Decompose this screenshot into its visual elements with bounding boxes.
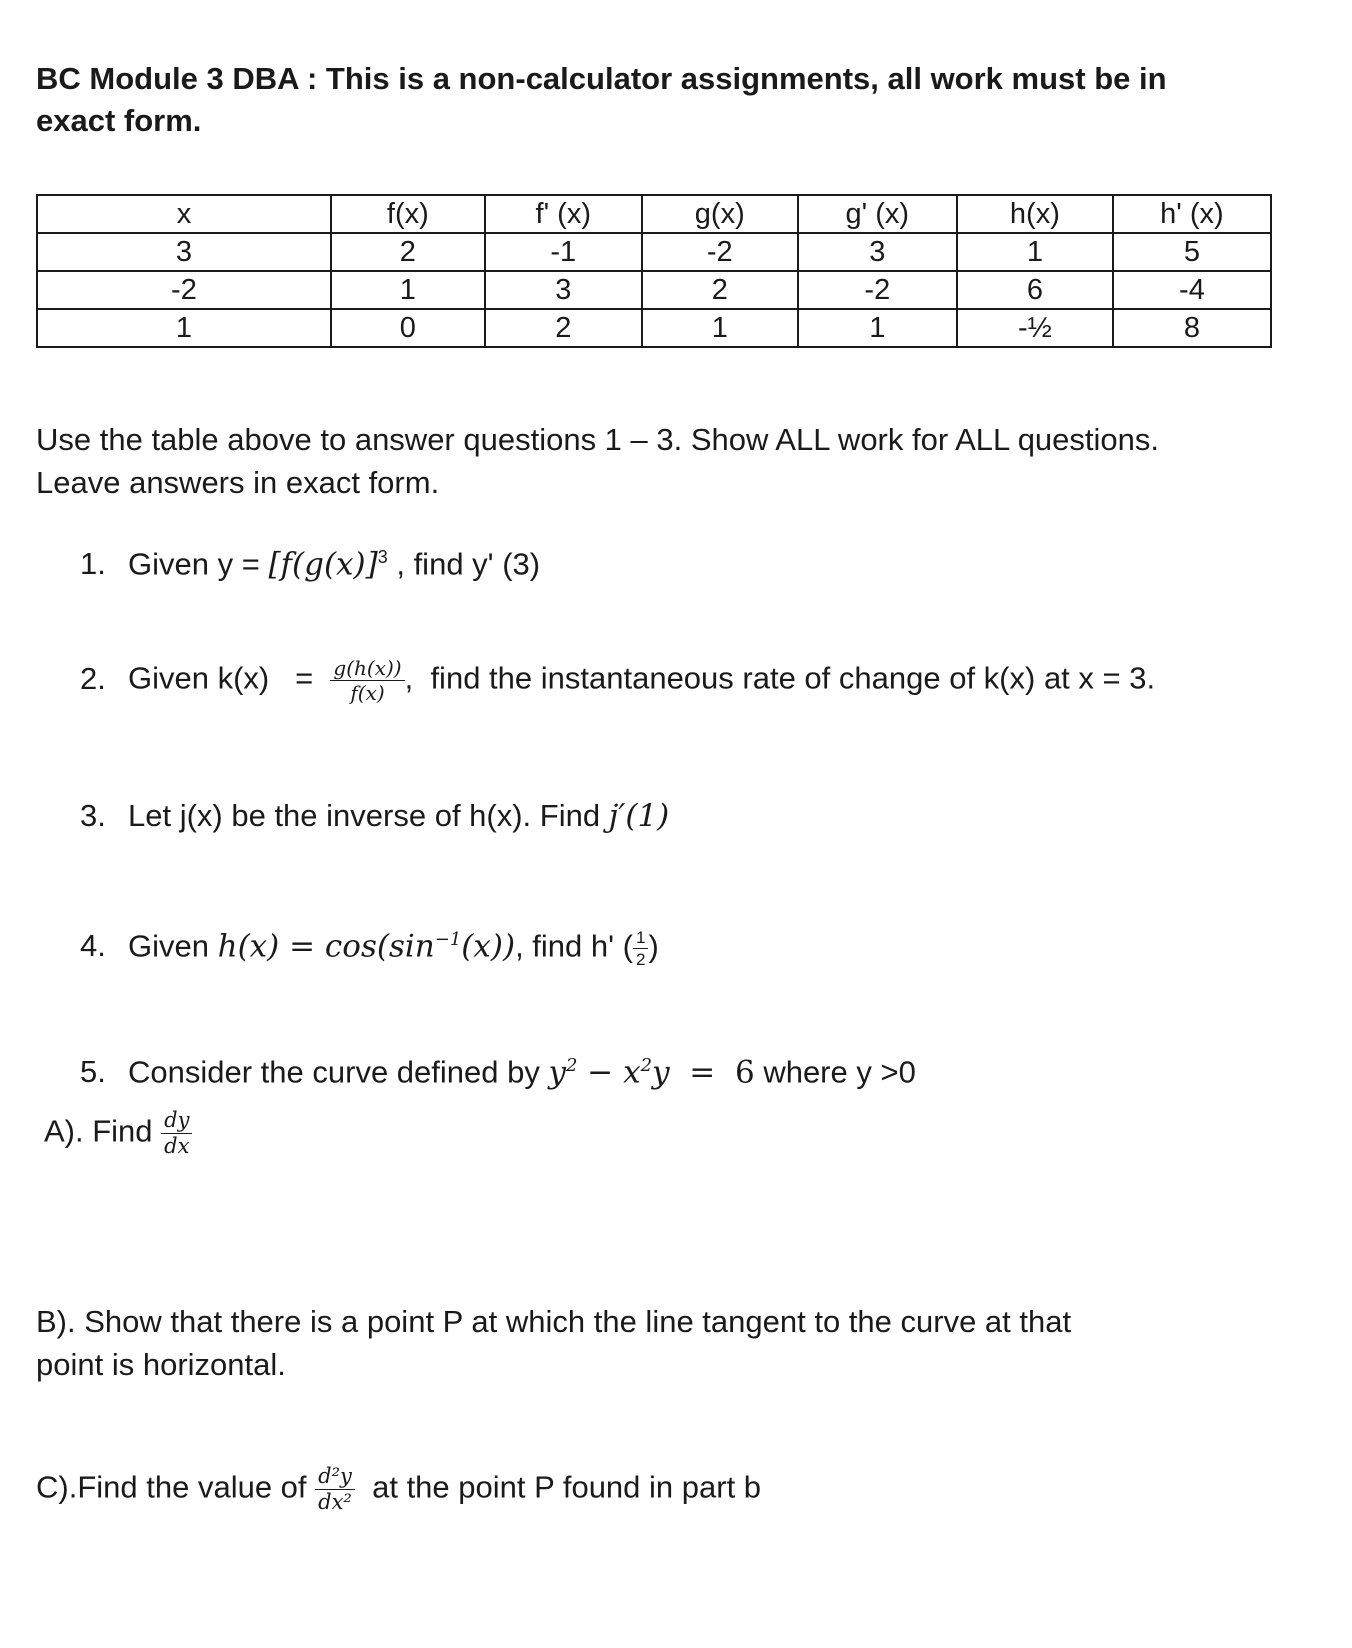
question-3-number: 3. xyxy=(80,798,106,833)
question-4-expression-a: h(x) = cos(sin xyxy=(217,928,435,965)
question-1-exponent: 3 xyxy=(377,547,388,567)
table-cell: -1 xyxy=(485,233,642,271)
question-5-expression-a: y xyxy=(548,1054,566,1091)
question-4-fraction xyxy=(633,929,648,968)
title-line-1: BC Module 3 DBA : This is a non-calculator assignments, all work must be in xyxy=(36,61,1167,96)
question-3-expression: j′(1) xyxy=(608,798,670,834)
question-5-value: 6 xyxy=(734,1054,755,1091)
table-cell: 8 xyxy=(1113,309,1271,347)
question-4 xyxy=(80,920,659,968)
table-cell: 5 xyxy=(1113,233,1271,271)
table-cell: 6 xyxy=(957,271,1113,309)
part-a-prefix: A). Find xyxy=(44,1113,162,1149)
table-cell: 1 xyxy=(642,309,798,347)
table-cell: -2 xyxy=(798,271,957,309)
title-line-2: exact form. xyxy=(36,103,202,138)
part-a xyxy=(44,1110,192,1157)
question-1-expression: [f(g(x)] xyxy=(268,546,378,583)
part-c-fraction xyxy=(315,1466,355,1513)
question-4-fraction-numerator: 1 xyxy=(633,929,648,949)
question-4-exponent: −1 xyxy=(434,929,462,950)
part-a-fraction xyxy=(161,1110,192,1157)
part-a-denominator: dx xyxy=(164,1134,190,1158)
instructions-line-2: Leave answers in exact form. xyxy=(36,465,440,500)
question-2 xyxy=(80,658,1155,703)
question-2-numerator: g(h(x)) xyxy=(330,658,404,681)
table-cell: -4 xyxy=(1113,271,1271,309)
instructions xyxy=(36,418,1316,504)
table-cell: 2 xyxy=(485,309,642,347)
question-1-suffix: , find y' (3) xyxy=(387,546,541,582)
part-c-numerator: d²y xyxy=(315,1466,355,1490)
table-cell: 1 xyxy=(798,309,957,347)
table-header-cell: f' (x) xyxy=(485,195,642,233)
table-header-cell: x xyxy=(37,195,331,233)
table-cell: 1 xyxy=(37,309,331,347)
question-4-middle: , find h' ( xyxy=(515,928,633,964)
table-cell: 2 xyxy=(331,233,485,271)
question-3-prefix: Let j(x) be the inverse of h(x). Find xyxy=(128,798,609,833)
table-header-row xyxy=(37,195,1271,233)
part-b xyxy=(36,1300,1316,1386)
instructions-line-1: Use the table above to answer questions 1 – 3. Show ALL work for ALL questions. xyxy=(36,422,1160,457)
question-4-number: 4. xyxy=(80,928,106,964)
question-5-exponent-2: 2 xyxy=(640,1055,653,1076)
table-cell: 2 xyxy=(642,271,798,309)
part-a-numerator: dy xyxy=(161,1110,192,1134)
question-5-expression-c: y = xyxy=(652,1054,735,1091)
table-cell: 3 xyxy=(485,271,642,309)
question-1 xyxy=(80,537,540,584)
part-b-line-2: point is horizontal. xyxy=(36,1347,286,1382)
question-4-prefix: Given xyxy=(128,928,218,964)
question-2-suffix: , find the instantaneous rate of change of k(x) at x = 3. xyxy=(404,660,1156,696)
values-table xyxy=(36,194,1272,348)
page-title xyxy=(36,58,1276,142)
question-2-fraction xyxy=(330,658,404,703)
table-header-cell: g' (x) xyxy=(798,195,957,233)
part-c-suffix: at the point P found in part b xyxy=(354,1469,762,1505)
table-cell: 3 xyxy=(798,233,957,271)
part-c-denominator: dx² xyxy=(318,1490,352,1514)
question-5 xyxy=(80,1046,916,1092)
table-cell: 0 xyxy=(331,309,485,347)
table-header-cell: g(x) xyxy=(642,195,798,233)
table-cell: 1 xyxy=(957,233,1113,271)
question-5-suffix: where y >0 xyxy=(754,1054,916,1090)
question-5-prefix: Consider the curve defined by xyxy=(128,1054,549,1090)
question-5-expression-b: − x xyxy=(577,1054,641,1091)
table-row xyxy=(37,271,1271,309)
table-header-cell: h' (x) xyxy=(1113,195,1271,233)
part-b-line-1: B). Show that there is a point P at which the line tangent to the curve at that xyxy=(36,1304,1072,1339)
table-row xyxy=(37,233,1271,271)
question-4-suffix: ) xyxy=(648,928,659,964)
question-3 xyxy=(80,796,669,836)
table-cell: -2 xyxy=(642,233,798,271)
table-row xyxy=(37,309,1271,347)
table-cell: -2 xyxy=(37,271,331,309)
question-1-number: 1. xyxy=(80,546,106,582)
table-cell: 1 xyxy=(331,271,485,309)
question-2-denominator: f(x) xyxy=(350,681,385,705)
question-2-prefix: Given k(x) = xyxy=(128,660,331,696)
question-4-fraction-denominator: 2 xyxy=(635,949,646,969)
part-c xyxy=(36,1466,761,1513)
table-cell: 3 xyxy=(37,233,331,271)
table-header-cell: f(x) xyxy=(331,195,485,233)
question-2-number: 2. xyxy=(80,660,106,696)
part-c-prefix: C).Find the value of xyxy=(36,1469,316,1505)
question-5-number: 5. xyxy=(80,1054,106,1090)
question-1-prefix: Given y = xyxy=(128,546,269,582)
table-cell: -½ xyxy=(957,309,1113,347)
table-header-cell: h(x) xyxy=(957,195,1113,233)
question-5-exponent-1: 2 xyxy=(565,1055,578,1076)
question-4-expression-b: (x)) xyxy=(461,928,516,965)
